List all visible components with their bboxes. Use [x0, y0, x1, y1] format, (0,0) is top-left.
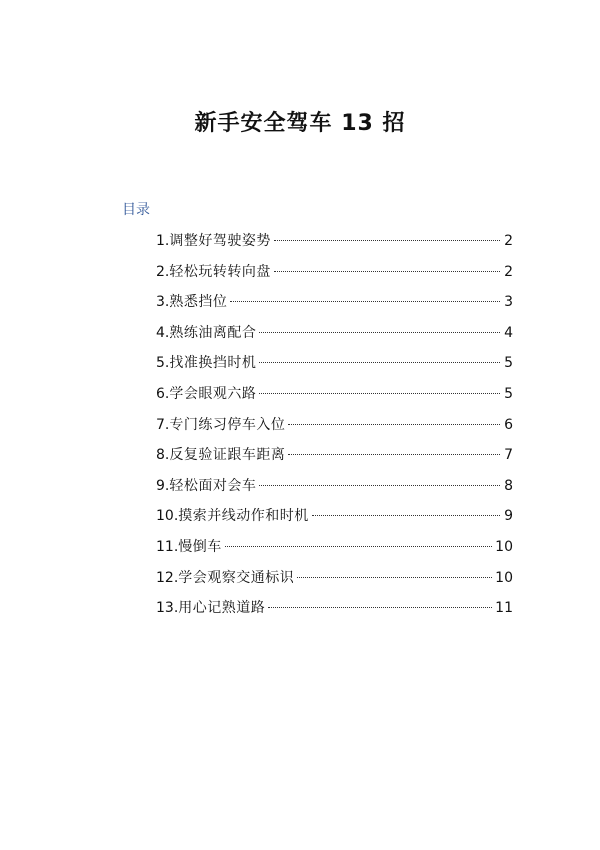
toc-entry-label: 学会眼观六路 [169, 385, 257, 402]
toc-entry-page: 9 [504, 508, 513, 525]
toc-entry-13[interactable] [156, 595, 513, 626]
toc-entry-number: 4. [156, 324, 170, 341]
toc-entry-page: 4 [504, 324, 513, 341]
toc-dot-leader [274, 271, 500, 272]
toc-entry-1[interactable] [156, 228, 513, 259]
toc-entry-6[interactable] [156, 381, 513, 412]
toc-entry-4[interactable] [156, 320, 513, 351]
toc-entry-number: 10. [156, 508, 179, 525]
toc-dot-leader [230, 301, 500, 302]
table-of-contents [156, 228, 513, 626]
toc-entry-page: 11 [495, 600, 513, 617]
toc-entry-label: 学会观察交通标识 [178, 569, 295, 586]
toc-dot-leader [259, 485, 500, 486]
toc-entry-page: 8 [504, 477, 513, 494]
toc-dot-leader [268, 607, 492, 608]
toc-entry-number: 5. [156, 355, 170, 372]
toc-entry-label: 慢倒车 [178, 538, 222, 555]
document-title: 新手安全驾车 13 招 [194, 111, 406, 136]
toc-entry-page: 6 [504, 416, 513, 433]
toc-entry-9[interactable] [156, 473, 513, 504]
toc-dot-leader [259, 393, 500, 394]
toc-entry-number: 11. [156, 538, 179, 555]
toc-dot-leader [274, 240, 500, 241]
toc-entry-label: 找准换挡时机 [169, 355, 257, 372]
toc-entry-page: 5 [504, 385, 513, 402]
toc-entry-page: 10 [495, 569, 513, 586]
toc-dot-leader [288, 424, 500, 425]
toc-entry-label: 轻松玩转转向盘 [169, 263, 271, 280]
toc-dot-leader [259, 362, 500, 363]
toc-dot-leader [312, 515, 500, 516]
toc-entry-number: 1. [156, 233, 170, 249]
toc-entry-page: 2 [504, 233, 513, 249]
toc-entry-label: 用心记熟道路 [178, 600, 266, 617]
toc-entry-11[interactable] [156, 534, 513, 565]
toc-entry-10[interactable] [156, 503, 513, 534]
toc-entry-page: 2 [504, 263, 513, 280]
toc-entry-number: 12. [156, 569, 179, 586]
toc-entry-page: 7 [504, 447, 513, 464]
toc-entry-number: 2. [156, 263, 170, 280]
toc-entry-2[interactable] [156, 259, 513, 290]
toc-entry-page: 5 [504, 355, 513, 372]
toc-entry-label: 专门练习停车入位 [169, 416, 286, 433]
toc-entry-12[interactable] [156, 565, 513, 596]
toc-entry-label: 反复验证跟车距离 [169, 447, 286, 464]
toc-entry-number: 13. [156, 600, 179, 617]
toc-entry-page: 10 [495, 538, 513, 555]
toc-dot-leader [297, 577, 492, 578]
toc-entry-number: 8. [156, 447, 170, 464]
toc-entry-7[interactable] [156, 412, 513, 443]
toc-dot-leader [259, 332, 500, 333]
toc-entry-8[interactable] [156, 442, 513, 473]
toc-entry-number: 9. [156, 477, 170, 494]
toc-entry-label: 调整好驾驶姿势 [169, 233, 271, 249]
toc-entry-label: 轻松面对会车 [169, 477, 257, 494]
toc-entry-number: 7. [156, 416, 170, 433]
toc-entry-number: 3. [156, 294, 170, 311]
toc-entry-page: 3 [504, 294, 513, 311]
toc-dot-leader [225, 546, 492, 547]
toc-entry-label: 摸索并线动作和时机 [178, 508, 309, 525]
toc-entry-label: 熟练油离配合 [169, 324, 257, 341]
toc-entry-number: 6. [156, 385, 170, 402]
toc-dot-leader [288, 454, 500, 455]
toc-entry-3[interactable] [156, 289, 513, 320]
toc-entry-5[interactable] [156, 350, 513, 381]
toc-heading: 目录 [122, 202, 150, 218]
toc-entry-label: 熟悉挡位 [169, 294, 228, 311]
